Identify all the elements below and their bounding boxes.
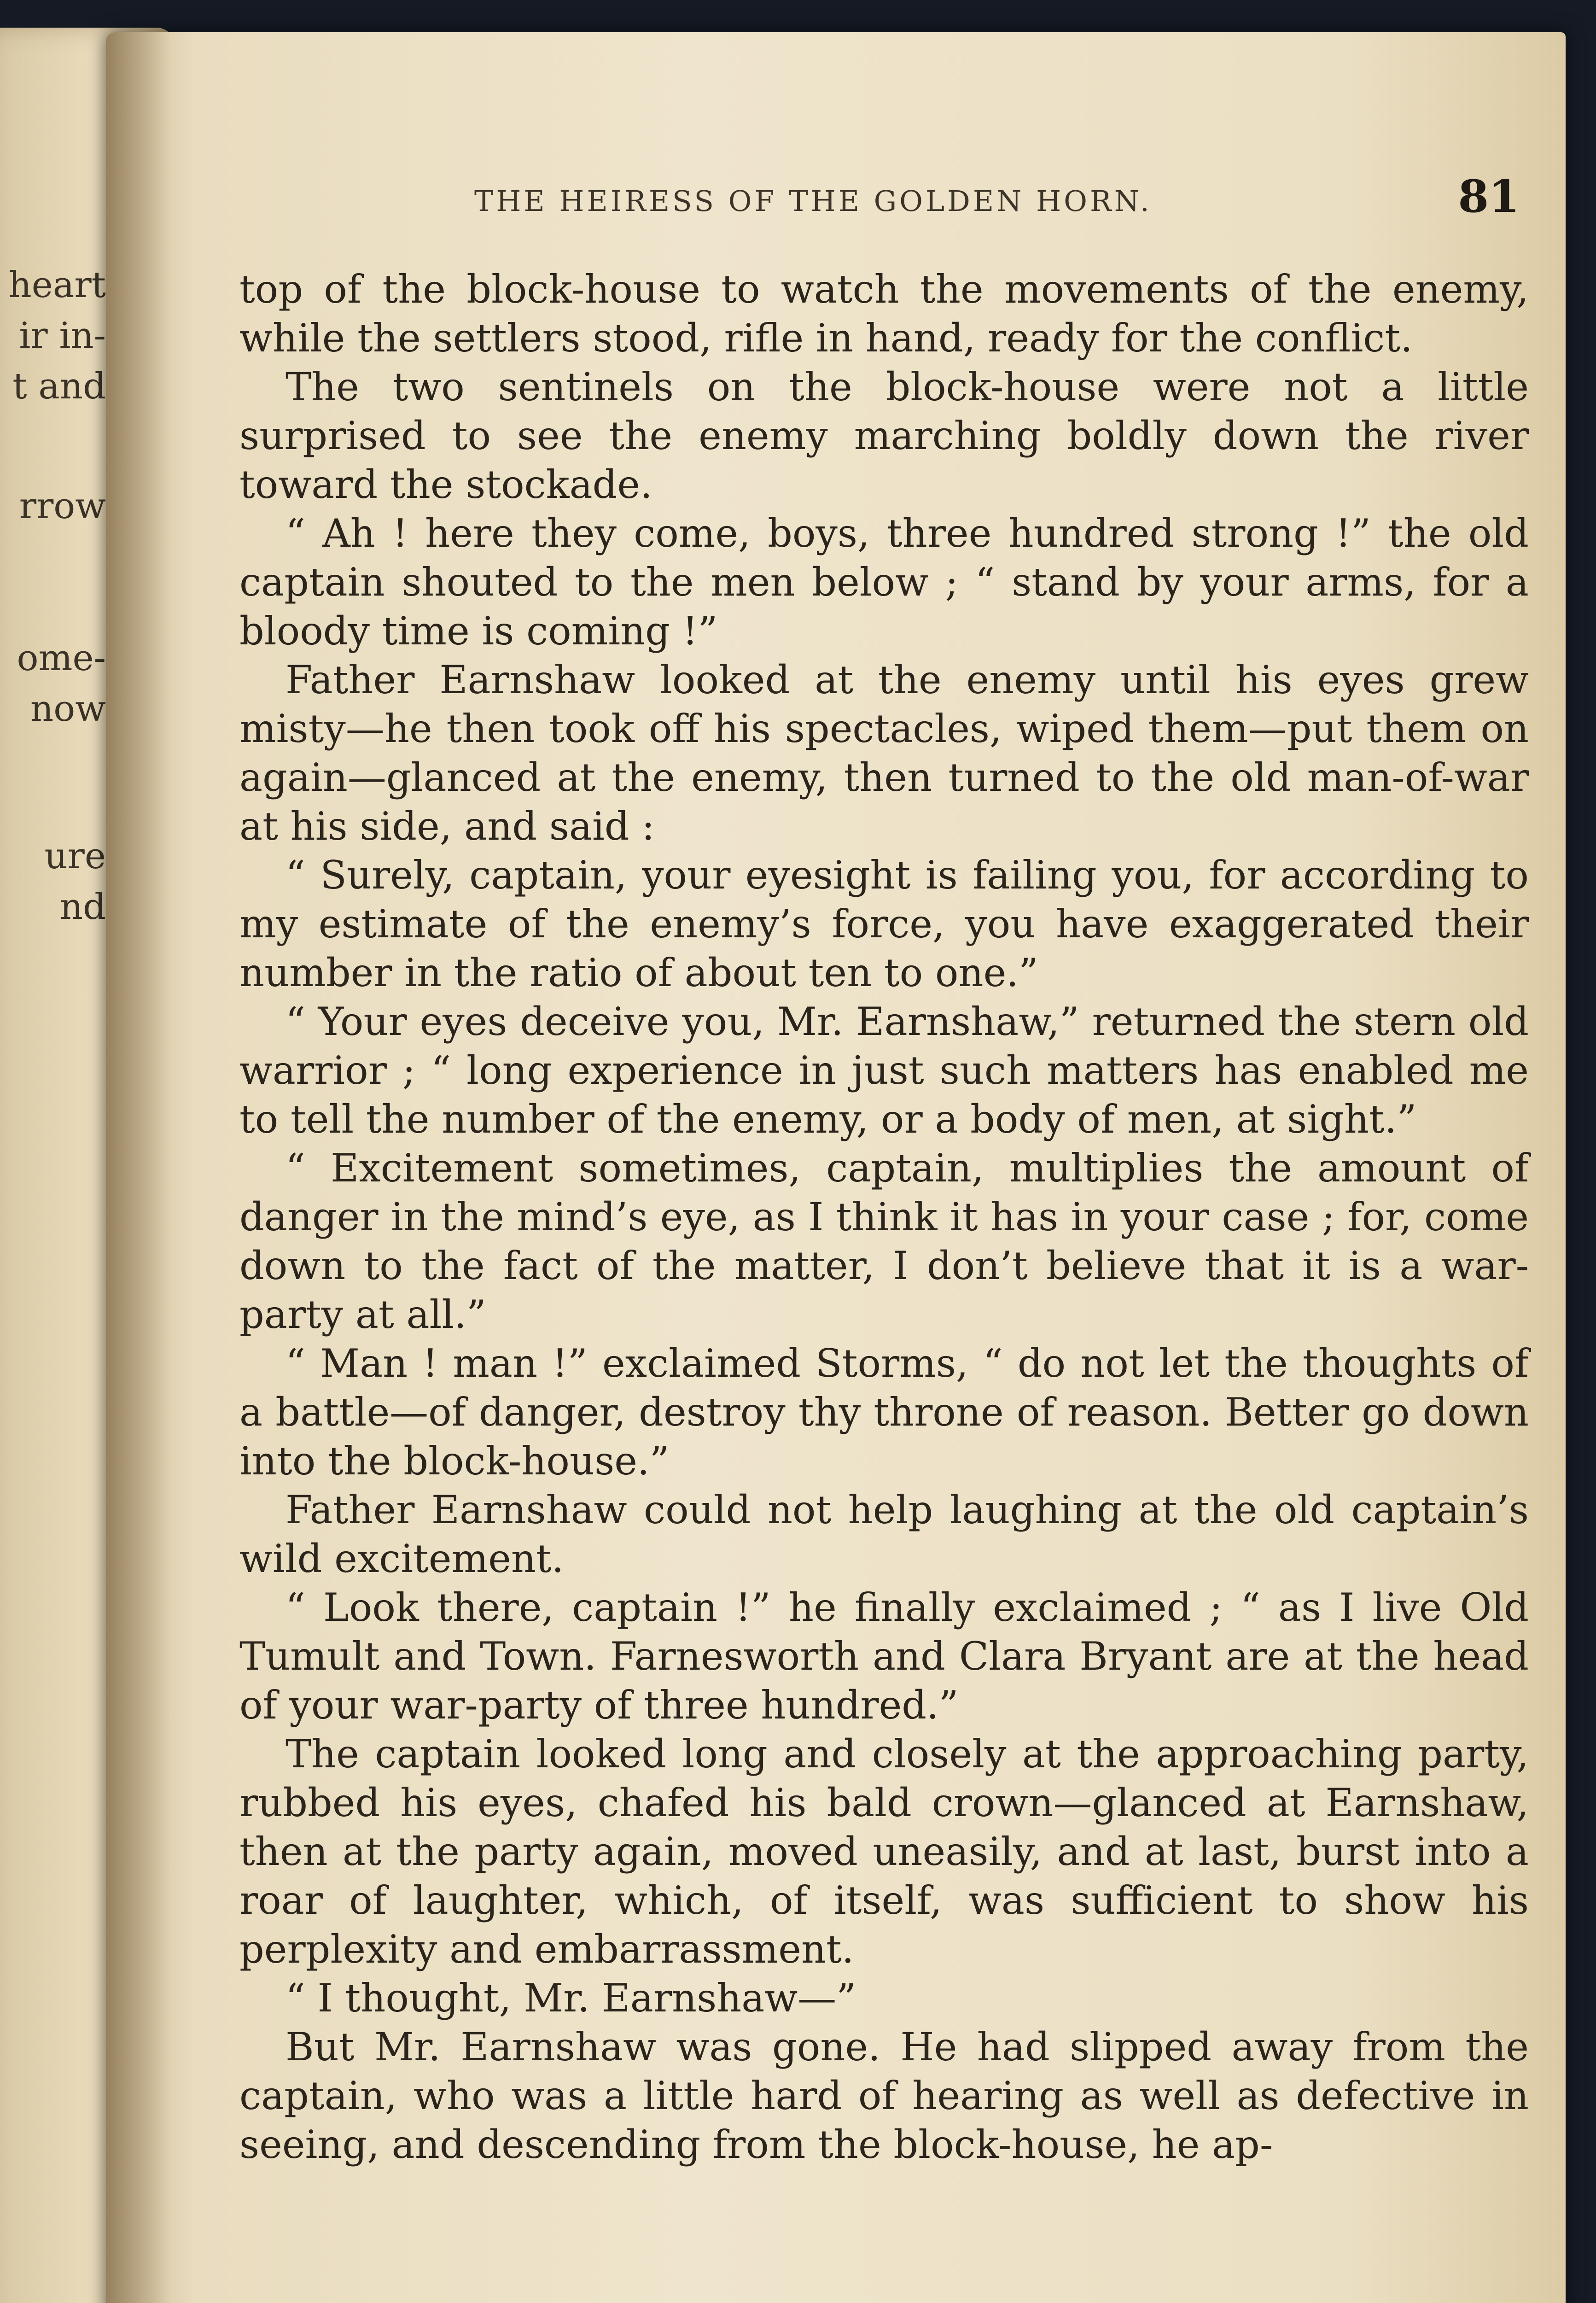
- paragraph: Father Earnshaw could not help laughing at the old captain’s wild excitement.: [239, 1487, 1529, 1581]
- previous-page-fragment: t and: [12, 366, 106, 407]
- paragraph: But Mr. Earnshaw was gone. He had slipped away from the captain, who was a little hard of hearing as well as defective in seeing, and descending from the block-house, he ap-: [239, 2024, 1529, 2167]
- paragraph: Father Earnshaw looked at the enemy until his eyes grew misty—he then took off his spectacles, wiped them—put them on again—glanced at the enemy, then turned to the old man-of-war at his side, and said :: [239, 657, 1529, 849]
- previous-page-fragment: ome-: [17, 637, 106, 679]
- paragraph: The captain looked long and closely at the approaching party, rubbed his eyes, chafed his bald crown—glanced at Earnshaw, then at the party again, moved uneasily, and at last, burst into a roar of laughter, which, of itself, was sufficient to show his perplexity and embarrassment.: [239, 1731, 1529, 1972]
- paragraph: “ I thought, Mr. Earnshaw—”: [285, 1976, 856, 2021]
- page-header: [474, 166, 1533, 230]
- paragraph: “ Man ! man !” exclaimed Storms, “ do not let the thoughts of a battle—of danger, destroy thy throne of reason. Better go down into the block-house.”: [239, 1341, 1529, 1484]
- paragraph: “ Ah ! here they come, boys, three hundred strong !” the old captain shouted to the men below ; “ stand by your arms, for a bloody time is coming !”: [239, 511, 1529, 654]
- previous-page-fragment: heart: [8, 264, 106, 306]
- paragraph: “ Surely, captain, your eyesight is failing you, for according to my estimate of the enemy’s force, you have exaggerated their number in the ratio of about ten to one.”: [239, 853, 1529, 995]
- previous-page-fragment: ure: [44, 836, 106, 877]
- paragraph: “ Excitement sometimes, captain, multiplies the amount of danger in the mind’s eye, as I think it has in your case ; for, come down to the fact of the matter, I don’t believe that it is a war-party at all.”: [239, 1146, 1529, 1337]
- paragraph: The two sentinels on the block-house were not a little surprised to see the enemy marching boldly down the river toward the stockade.: [239, 364, 1529, 507]
- previous-page-fragment: rrow: [19, 485, 106, 527]
- book-page: [106, 32, 1566, 2303]
- previous-page-fragment: nd: [59, 886, 106, 928]
- page-number: 81: [1458, 170, 1520, 222]
- running-title: THE HEIRESS OF THE GOLDEN HORN.: [474, 184, 1152, 218]
- gutter-shadow: [106, 32, 170, 2303]
- paragraph: “ Your eyes deceive you, Mr. Earnshaw,” returned the stern old warrior ; “ long experience in just such matters has enabled me to tell the number of the enemy, or a body of men, at sight.”: [239, 999, 1529, 1142]
- paragraph: “ Look there, captain !” he finally exclaimed ; “ as I live Old Tumult and Town. Farnesworth and Clara Bryant are at the head of your war-party of three hundred.”: [239, 1585, 1529, 1728]
- body-text: [239, 265, 1529, 2169]
- previous-page-fragment: now: [30, 688, 106, 730]
- previous-page-fragment: ir in-: [19, 315, 106, 357]
- paragraph: top of the block-house to watch the movements of the enemy, while the settlers stood, rifle in hand, ready for the conflict.: [239, 267, 1529, 361]
